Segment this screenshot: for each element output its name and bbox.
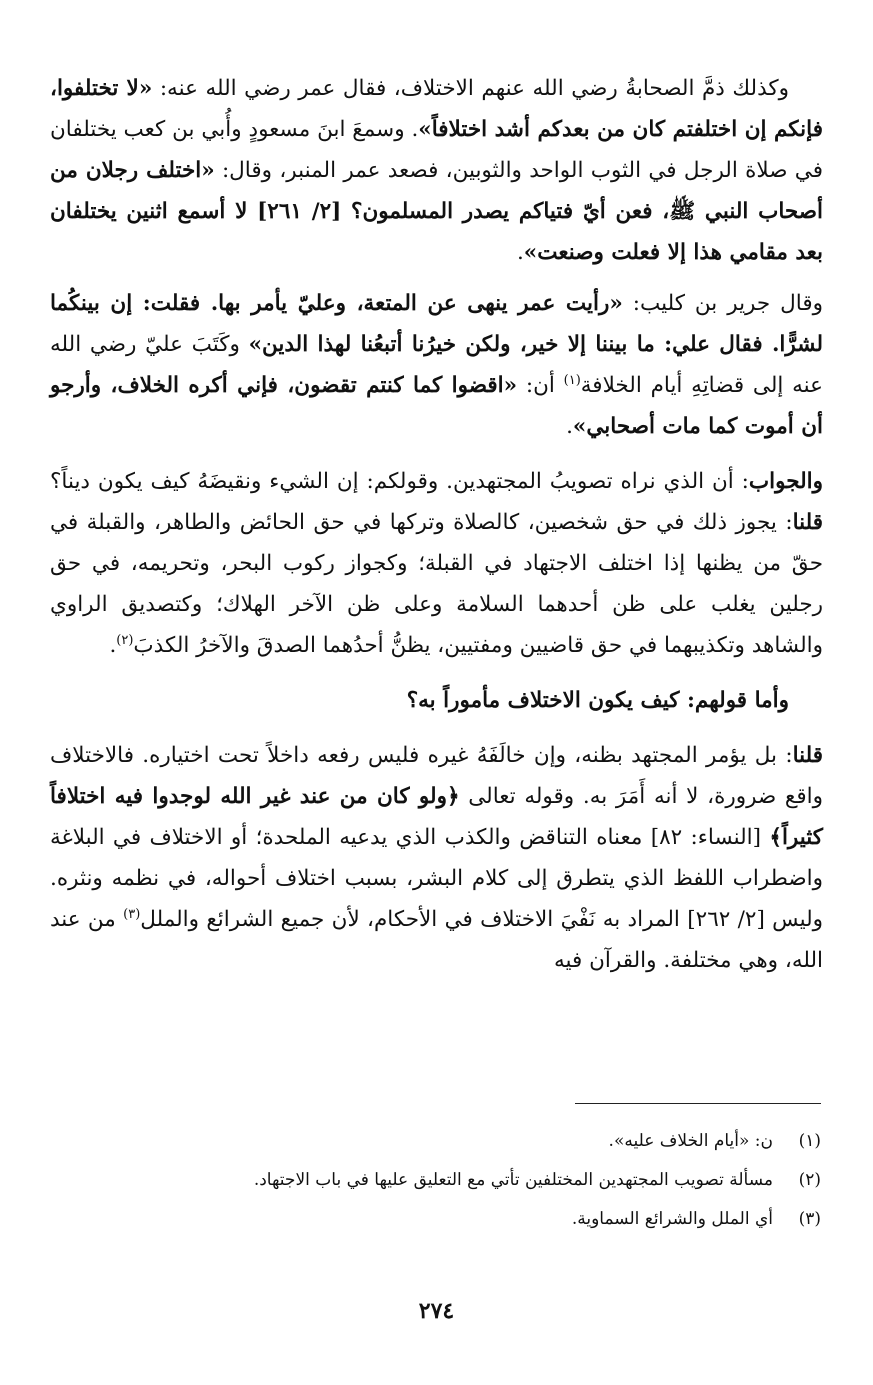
text-run: . (566, 414, 573, 439)
bold-text: «لا تختلفوا، فإنكم إن اختلفتم كان من بعدكم أشد اختلافاً» (50, 76, 823, 142)
footnotes (51, 1122, 821, 1239)
paragraph-1 (50, 68, 823, 273)
text-run: . (109, 633, 117, 658)
text-run: وقال جرير بن كليب: (622, 291, 823, 316)
bold-text: والجواب (748, 469, 823, 494)
bold-text: «رأيت عمر ينهى عن المتعة، وعليّ يأمر بها. فقلت: إن بينكُما لشرًّا. فقال علي: ما بيننا إلا خير، ولكن خيرُنا أتبعُنا لهذا الدين» (50, 291, 824, 357)
text-run: وكَتَبَ عليّ رضي الله عنه إلى قضاتِهِ أيام الخلافة (50, 332, 823, 398)
text-run: . وسمعَ ابنَ مسعودٍ وأُبي بن كعب يختلفان في صلاة الرجل في الثوب الواحد والثوبين، فصعد عمر المنبر، وقال: (50, 117, 823, 183)
footnote-ref: (٣) (123, 906, 141, 922)
text-run: وكذلك ذمَّ الصحابةُ رضي الله عنهم الاختلاف، فقال عمر رضي الله عنه: (152, 76, 789, 101)
text-run: : يجوز ذلك في حق شخصين، كالصلاة وتركها في حق الحائض والطاهر، والقبلة في حقّ من يظنها إذا اختلف الاجتهاد في القبلة؛ وكجواز ركوب البحر، وتحريمه، في حق رجلين يغلب على ظن أحدهما السلامة وعلى ظن الآخر الهلاك؛ وكتصديق الراوي والشاهد وتكذيبهما في حق قاضيين ومفتيين، يظنُّ أحدُهما الصدقَ والآخرُ الكذبَ (50, 510, 823, 658)
paragraph-5 (50, 735, 823, 981)
footnote-number: (٢) (798, 1170, 821, 1190)
text-run: : أن الذي نراه تصويبُ المجتهدين. وقولكم: إن الشيء ونقيضَهُ كيف يكون ديناً؟ (50, 469, 749, 494)
paragraph-4 (50, 680, 823, 721)
footnote-2 (51, 1161, 821, 1200)
footnote-number: (٣) (798, 1209, 821, 1229)
bold-text: «اقضوا كما كنتم تقضون، فإني أكره الخلاف، وأرجو أن أموت كما مات أصحابي» (50, 373, 823, 439)
paragraph-2 (50, 283, 823, 447)
footnote-number: (١) (798, 1131, 821, 1151)
bold-text: قلنا (792, 510, 823, 535)
text-run: : بل يؤمر المجتهد بظنه، وإن خالَفَهُ غيره فليس رفعه داخلاً تحت اختياره. فالاختلاف واقع ضرورة، لا أنه أَمَرَ به. وقوله تعالى (50, 743, 823, 809)
bold-text: وأما قولهم: كيف يكون الاختلاف مأموراً به؟ (406, 688, 789, 713)
footnote-ref: (٢) (116, 632, 134, 648)
footnote-1 (51, 1122, 821, 1161)
bold-text: قلنا (792, 743, 823, 768)
bold-text: «اختلف رجلان من أصحاب النبي ﷺ، فعن أيّ فتياكم يصدر المسلمون؟ [٢/ ٢٦١] لا أسمع اثنين يختلفان بعد مقامي هذا إلا فعلت وصنعت» (50, 158, 823, 265)
footnote-separator (575, 1103, 821, 1104)
footnote-ref: (١) (563, 372, 581, 388)
text-run: من عند الله، وهي مختلفة. والقرآن فيه (50, 907, 823, 973)
text-run: . (516, 240, 524, 265)
text-run: أن: (517, 373, 564, 398)
text-run: [النساء: ٨٢] معناه التناقض والكذب الذي يدعيه الملحدة؛ أو الاختلاف في البلاغة واضطراب اللفظ الذي يتطرق إلى كلام البشر، بسبب اختلاف أحواله، في نظمه ونثره. وليس [٢/ ٢٦٢] المراد به نَفْيَ الاختلاف في الأحكام، لأن جميع الشرائع والملل (50, 825, 824, 932)
bold-text: ﴿ولو كان من عند غير الله لوجدوا فيه اختلافاً كثيراً﴾ (50, 784, 823, 850)
page-number: ٢٧٤ (418, 1298, 455, 1324)
footnote-text: أي الملل والشرائع السماوية. (571, 1209, 773, 1229)
footnote-text: ن: «أيام الخلاف عليه». (608, 1131, 773, 1151)
footnote-text: مسألة تصويب المجتهدين المختلفين تأتي مع التعليق عليها في باب الاجتهاد. (253, 1170, 773, 1190)
footnote-3 (51, 1200, 821, 1239)
paragraph-3 (50, 461, 823, 666)
main-text (50, 68, 823, 981)
